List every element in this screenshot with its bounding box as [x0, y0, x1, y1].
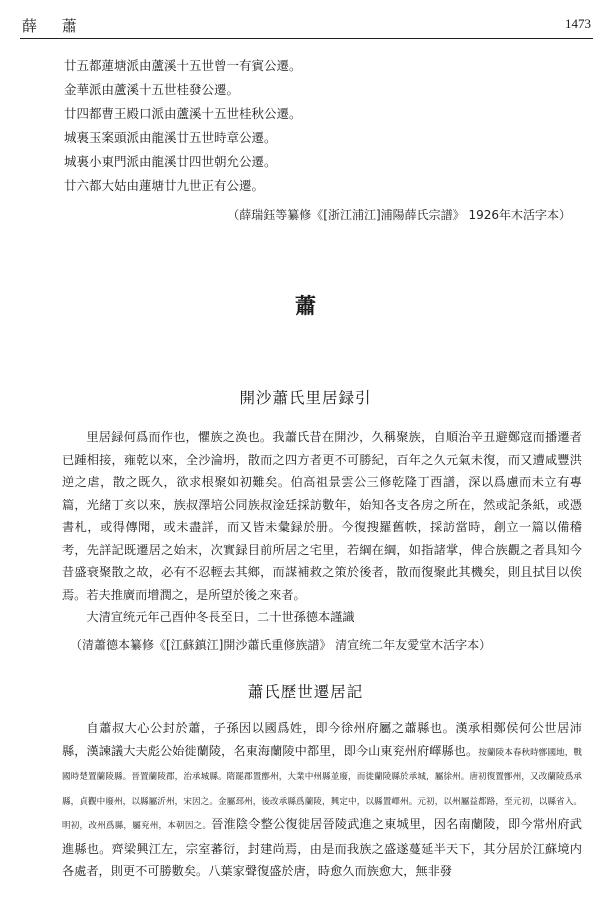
migration-line-1: 廿五都蓮塘派由蘆溪十五世曾一有賓公遷。	[64, 58, 302, 73]
migration-line-3: 廿四都曹王殿口派由蘆溪十五世桂秋公遷。	[64, 106, 302, 121]
section-title-2: 蕭氏歷世遷居記	[247, 683, 364, 701]
page-header	[20, 14, 593, 39]
migration-line-4: 城裏玉案頭派由龍溪廿五世時章公遷。	[64, 130, 277, 145]
section-1-paragraph: 里居録何爲而作也，懼族之涣也。我蕭氏昔在開沙，久稱聚族，自順治辛丑避鄭寇而播遷者已踵相接，雍乾以來，全沙淪坍，散而之四方者更不可勝紀，百年之久元氣未復，而又遭咸豐洪逆之虐，散之既久，欲求根聚如初難矣。伯高祖景雲公三修乾隆丁酉譜，深以爲慮而未立有專篇，光緒丁亥以來，族叔澤培公同族叔淦廷採訪數年，始知各支各房之所在，然或記条紙，或憑書札，或得傳聞，或未盡詳，而又皆未彙録於册。今復搜羅舊帙，採訪當時，創立一篇以備稽考，先詳記既遷居之始末，次實録目前所居之宅里，若綱在綱，如指諸掌，俾合族觀之者具知今昔盛衰聚散之故，必有不忍輕去其鄉，而謀補救之策於後者，散而復聚此其機矣，則且拭目以俟焉。若夫推廣而增潤之，是所望於後之來者。	[62, 430, 582, 602]
section-2-text-a: 自蕭叔大心公封於蕭，子孫因以國爲姓，即今徐州府屬之蕭縣也。漢承相鄭侯何公世居沛縣，漢諫議大夫彪公始徙蘭陵，名東海蘭陵中都里，即今山東兖州府嶧縣也。	[62, 721, 582, 758]
migration-list	[64, 54, 564, 198]
section-1-body	[62, 426, 582, 629]
source-citation-1: （薛瑞鈺等纂修《[浙江浦江]浦陽薛氏宗譜》 1926年木活字本）	[227, 208, 571, 222]
surname-heading: 蕭	[295, 293, 316, 318]
section-2-body	[62, 717, 582, 883]
section-title-1: 開沙蕭氏里居録引	[239, 389, 372, 407]
migration-line-6: 廿六都大姑由蓮塘廿九世正有公遷。	[64, 178, 265, 193]
page-number: 1473	[565, 16, 591, 31]
section-2-paragraph	[62, 717, 582, 883]
source-citation-2: （清蕭德本纂修《[江蘇鎮江]開沙蕭氏重修族譜》 清宣统二年友愛堂木活字本）	[70, 638, 492, 652]
section-2-text-b: 晉淮陰令整公復徙居晉陵武進之東城里，因名南蘭陵，即今常州府武進縣也。齊梁興江左，宗室蕃衍，封建尚焉，由是而我族之盛遂蔓延半天下，其分居於江蘇境内各處者，則更不可勝數矣。八葉家聲復盛於唐，時愈久而族愈大，無非發	[62, 817, 582, 878]
section-1-signature: 大清宣统元年己酉仲冬長至日，二十世孫德本謹識	[86, 610, 355, 624]
running-head-surnames: 薛 蕭	[22, 17, 87, 35]
section-2-note: 按蘭陵本春秋時鄫國地，戰國時楚置蘭陵縣。晉置蘭陵郡，治承城縣。隋罷郡置鄫州，大業中州縣並廢，而徙蘭陵縣於承城，屬徐州。唐初復置鄫州，又改蘭陵爲承縣，貞觀中廢州，以縣屬沂州，宋因之。金屬邳州，後改承縣爲蘭陵，興定中，以縣置嶧州。元初，以州屬益都路，至元初，以縣省入。明初，改州爲縣，屬兖州，本朝因之。	[62, 747, 582, 831]
migration-line-2: 金華派由蘆溪十五世桂發公遷。	[64, 82, 240, 97]
migration-line-5: 城裏小東門派由龍溪廿四世朝允公遷。	[64, 154, 277, 169]
